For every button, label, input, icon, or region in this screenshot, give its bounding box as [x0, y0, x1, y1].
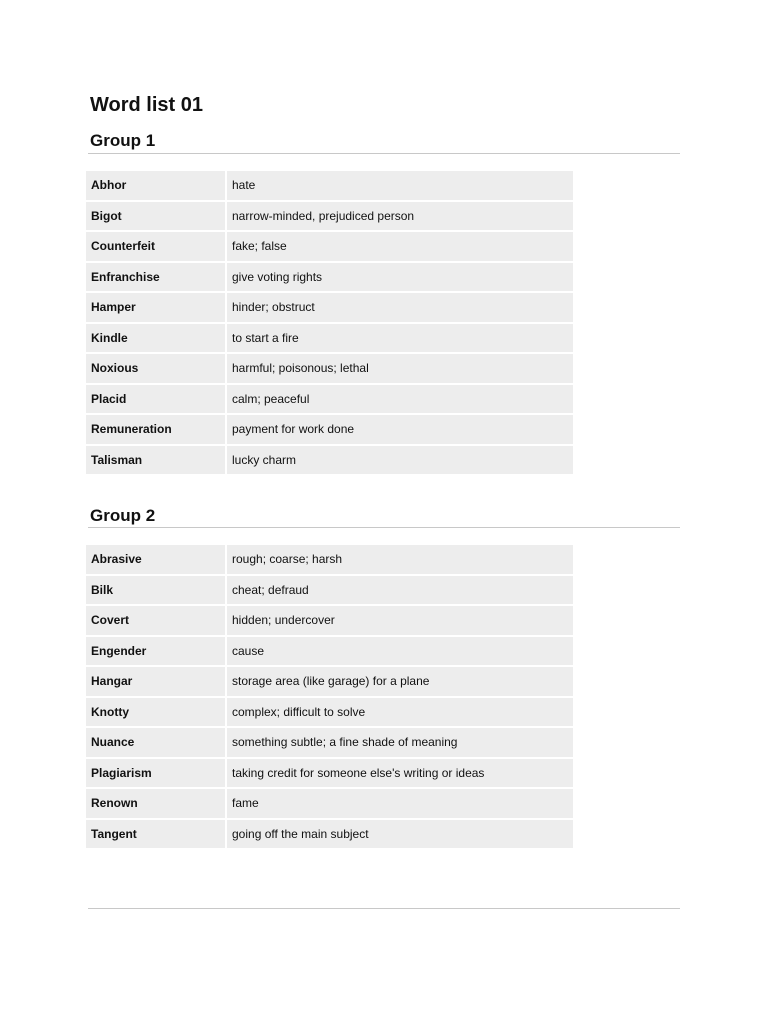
word-term: Kindle	[86, 324, 225, 353]
word-definition: complex; difficult to solve	[225, 698, 573, 727]
table-row	[86, 606, 573, 635]
word-definition: narrow-minded, prejudiced person	[225, 202, 573, 231]
table-row	[86, 293, 573, 322]
word-term: Counterfeit	[86, 232, 225, 261]
table-row	[86, 354, 573, 383]
table-row	[86, 171, 573, 200]
word-term: Tangent	[86, 820, 225, 849]
word-definition: give voting rights	[225, 263, 573, 292]
table-row	[86, 820, 573, 849]
word-definition: going off the main subject	[225, 820, 573, 849]
word-term: Abhor	[86, 171, 225, 200]
group-1-word-table	[86, 169, 573, 476]
table-row	[86, 545, 573, 574]
table-row	[86, 263, 573, 292]
table-row	[86, 637, 573, 666]
table-row	[86, 698, 573, 727]
word-definition: calm; peaceful	[225, 385, 573, 414]
word-definition: harmful; poisonous; lethal	[225, 354, 573, 383]
group-2-word-table	[86, 543, 573, 850]
table-row	[86, 576, 573, 605]
group-2-divider	[88, 527, 680, 528]
word-term: Renown	[86, 789, 225, 818]
word-term: Noxious	[86, 354, 225, 383]
page-title: Word list 01	[90, 94, 203, 116]
word-definition: taking credit for someone else's writing or ideas	[225, 759, 573, 788]
table-row	[86, 446, 573, 475]
word-definition: cause	[225, 637, 573, 666]
group-1-divider	[88, 153, 680, 154]
table-row	[86, 728, 573, 757]
group-2-heading: Group 2	[90, 506, 156, 525]
table-row	[86, 324, 573, 353]
word-definition: payment for work done	[225, 415, 573, 444]
table-row	[86, 759, 573, 788]
table-row	[86, 667, 573, 696]
word-term: Talisman	[86, 446, 225, 475]
word-definition: hidden; undercover	[225, 606, 573, 635]
word-term: Hangar	[86, 667, 225, 696]
word-term: Bigot	[86, 202, 225, 231]
word-definition: something subtle; a fine shade of meaning	[225, 728, 573, 757]
group-1-heading: Group 1	[90, 131, 156, 150]
word-definition: rough; coarse; harsh	[225, 545, 573, 574]
word-term: Placid	[86, 385, 225, 414]
word-term: Remuneration	[86, 415, 225, 444]
word-definition: to start a fire	[225, 324, 573, 353]
footer-divider	[88, 908, 680, 909]
word-term: Knotty	[86, 698, 225, 727]
word-definition: fake; false	[225, 232, 573, 261]
word-definition: hate	[225, 171, 573, 200]
table-row	[86, 789, 573, 818]
word-definition: fame	[225, 789, 573, 818]
word-term: Covert	[86, 606, 225, 635]
word-term: Engender	[86, 637, 225, 666]
word-definition: cheat; defraud	[225, 576, 573, 605]
table-row	[86, 202, 573, 231]
table-row	[86, 385, 573, 414]
word-term: Enfranchise	[86, 263, 225, 292]
word-definition: hinder; obstruct	[225, 293, 573, 322]
word-term: Hamper	[86, 293, 225, 322]
table-row	[86, 415, 573, 444]
word-definition: lucky charm	[225, 446, 573, 475]
word-term: Bilk	[86, 576, 225, 605]
table-row	[86, 232, 573, 261]
word-term: Nuance	[86, 728, 225, 757]
word-definition: storage area (like garage) for a plane	[225, 667, 573, 696]
word-term: Plagiarism	[86, 759, 225, 788]
word-term: Abrasive	[86, 545, 225, 574]
